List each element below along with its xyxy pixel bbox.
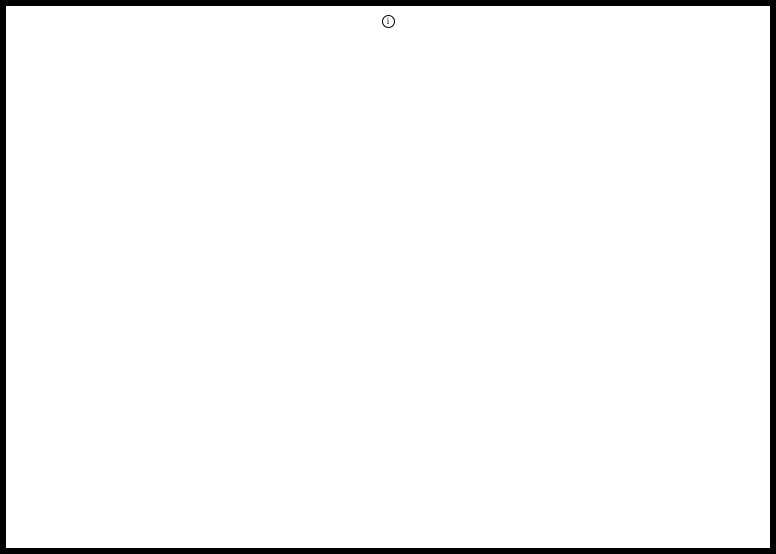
info-icon[interactable]: i [382,15,395,28]
page-title [6,6,770,36]
pedigree-frame [6,6,770,548]
